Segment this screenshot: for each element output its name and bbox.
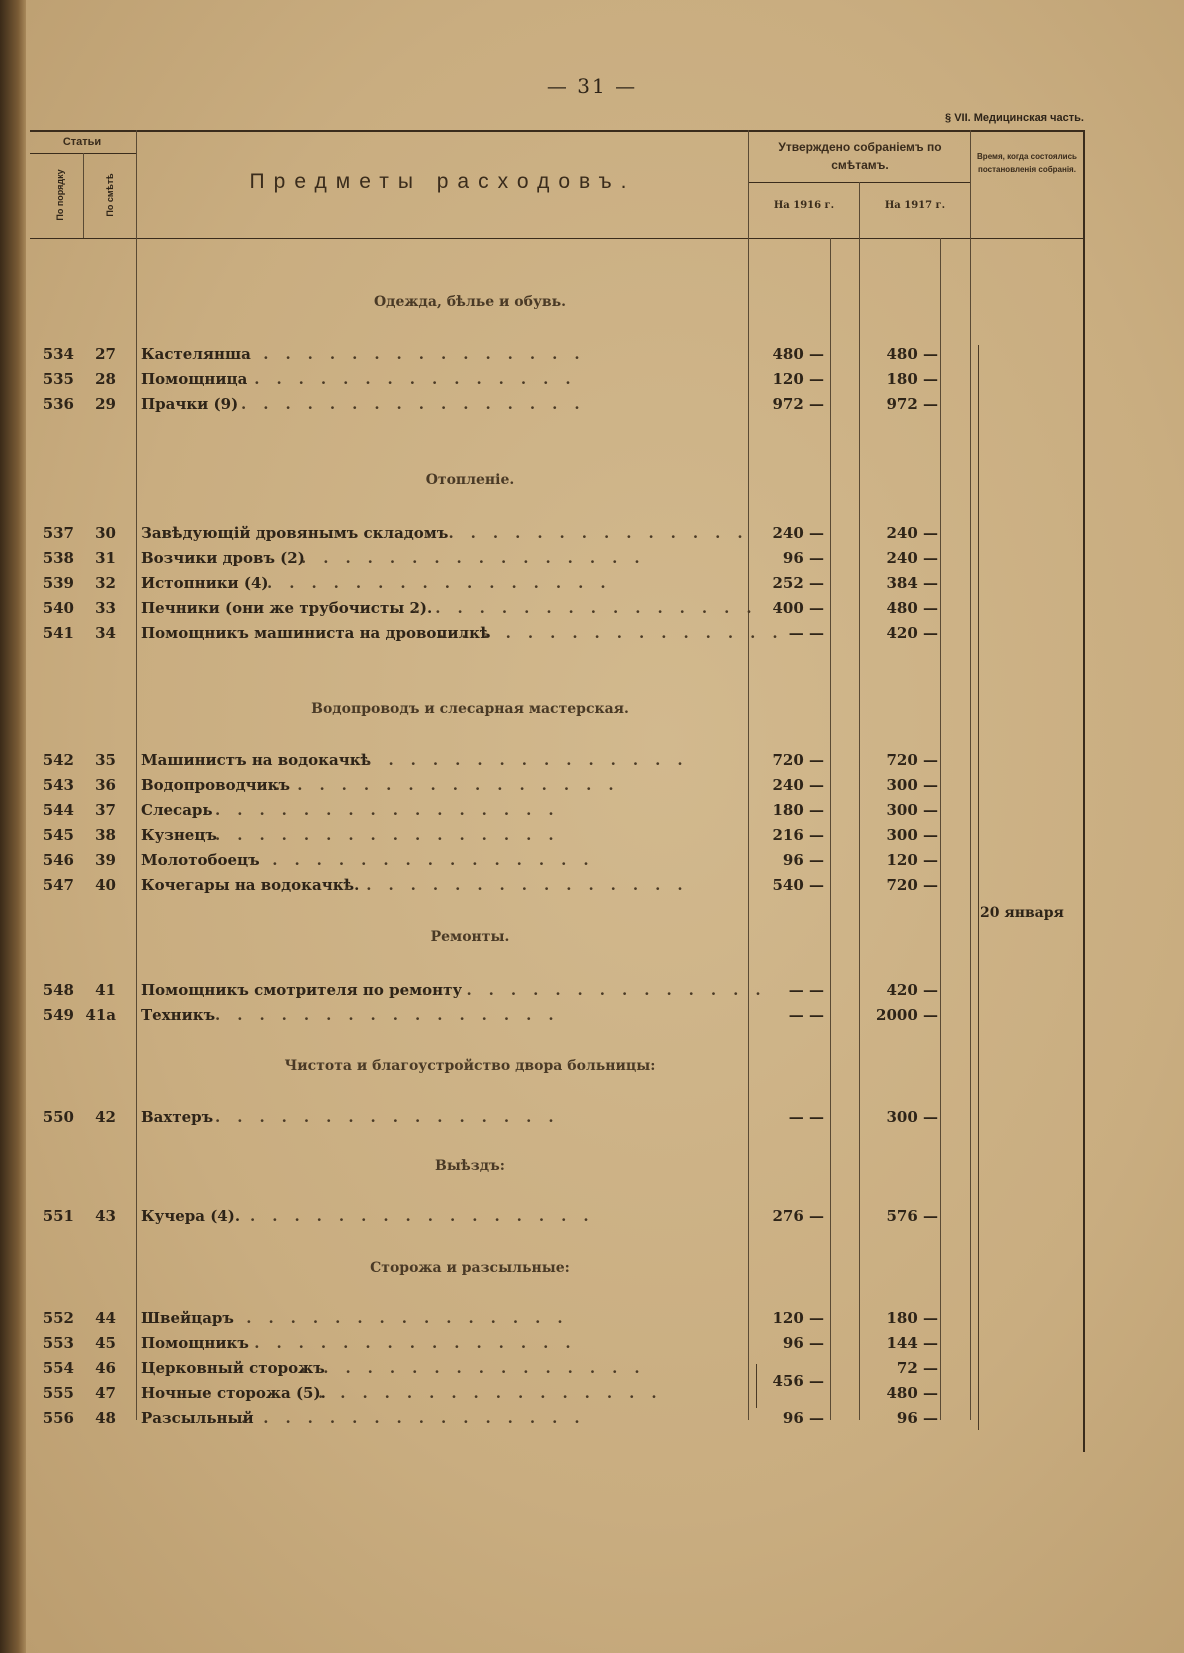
leader-dots: ................ xyxy=(215,801,571,819)
header-by-estimate: По смѣтѣ xyxy=(105,173,115,217)
leader-dots: ................ xyxy=(241,1409,597,1427)
expense-item: Техникъ xyxy=(141,1006,216,1024)
table-row xyxy=(0,876,1100,898)
expense-item: Прачки (9) xyxy=(141,395,239,413)
amount-1916: 96 — xyxy=(782,549,824,567)
row-number: 548 xyxy=(42,981,74,999)
table-row xyxy=(0,1006,1100,1028)
expense-item: Водопроводчикъ xyxy=(141,776,291,794)
section-title: § VII. Медицинская часть. xyxy=(945,112,1084,124)
leader-dots: ................ xyxy=(301,549,657,567)
estimate-number: 41а xyxy=(85,1006,116,1024)
estimate-number: 32 xyxy=(95,574,116,592)
estimate-number: 29 xyxy=(95,395,116,413)
leader-dots: ................ xyxy=(224,1309,580,1327)
estimate-number: 45 xyxy=(95,1334,116,1352)
estimate-number: 39 xyxy=(95,851,116,869)
row-number: 534 xyxy=(42,345,74,363)
table-row xyxy=(0,345,1100,367)
amount-1916: 252 — xyxy=(772,574,824,592)
group-heading: Водопроводъ и слесарная мастерская. xyxy=(311,701,629,717)
amount-1916: 540 — xyxy=(772,876,824,894)
row-number: 542 xyxy=(42,751,74,769)
table-row xyxy=(0,370,1100,392)
expense-item: Помощникъ машиниста на дровопилкѣ xyxy=(141,624,491,642)
estimate-number: 35 xyxy=(95,751,116,769)
estimate-number: 38 xyxy=(95,826,116,844)
estimate-number: 33 xyxy=(95,599,116,617)
table-row xyxy=(0,826,1100,848)
expense-item: Швейцаръ xyxy=(141,1309,234,1327)
table-row xyxy=(0,1309,1100,1331)
amount-1916: 96 — xyxy=(782,851,824,869)
amount-1916: 96 — xyxy=(782,1409,824,1427)
group-heading: Выѣздъ: xyxy=(435,1158,505,1174)
estimate-number: 28 xyxy=(95,370,116,388)
row-number: 554 xyxy=(42,1359,74,1377)
leader-dots: ................ xyxy=(232,370,588,388)
leader-dots: ................ xyxy=(318,1384,674,1402)
estimate-number: 47 xyxy=(95,1384,116,1402)
amount-1916: — — xyxy=(788,1108,824,1126)
expense-item: Кучера (4). xyxy=(141,1207,241,1225)
expense-item: Молотобоецъ xyxy=(141,851,260,869)
expense-item: Помощникъ смотрителя по ремонту xyxy=(141,981,463,999)
amount-1917: 240 — xyxy=(886,549,938,567)
header-bottom-rule xyxy=(30,238,1085,239)
estimate-number: 27 xyxy=(95,345,116,363)
row-number: 535 xyxy=(42,370,74,388)
expense-item: Истопники (4) xyxy=(141,574,269,592)
amount-1916: 720 — xyxy=(772,751,824,769)
amount-1917: 240 — xyxy=(886,524,938,542)
table-row xyxy=(0,524,1100,546)
leader-dots: ................ xyxy=(439,624,795,642)
expense-item: Разсыльный xyxy=(141,1409,254,1427)
amount-1917: 384 — xyxy=(886,574,938,592)
row-number: 536 xyxy=(42,395,74,413)
amount-1916: 276 — xyxy=(772,1207,824,1225)
amount-1916: 216 — xyxy=(772,826,824,844)
expense-item: Кузнецъ xyxy=(141,826,217,844)
row-number: 551 xyxy=(42,1207,74,1225)
group-heading: Чистота и благоустройство двора больницы: xyxy=(284,1058,656,1074)
table-row xyxy=(0,851,1100,873)
leader-dots: ................ xyxy=(301,1359,657,1377)
estimate-number: 46 xyxy=(95,1359,116,1377)
amount-1917: 300 — xyxy=(886,1108,938,1126)
expense-item: Помощникъ xyxy=(141,1334,249,1352)
combined-value-brace xyxy=(756,1364,757,1408)
amount-1917: 180 — xyxy=(886,1309,938,1327)
amount-1917: 480 — xyxy=(886,1384,938,1402)
estimate-number: 31 xyxy=(95,549,116,567)
amount-1917: 420 — xyxy=(886,981,938,999)
amount-1917: 120 — xyxy=(886,851,938,869)
amount-1917: 300 — xyxy=(886,776,938,794)
estimate-number: 37 xyxy=(95,801,116,819)
estimate-number: 41 xyxy=(95,981,116,999)
estimate-number: 48 xyxy=(95,1409,116,1427)
table-row xyxy=(0,549,1100,571)
table-row xyxy=(0,1359,1100,1381)
row-number: 549 xyxy=(42,1006,74,1024)
leader-dots: ................ xyxy=(344,751,700,769)
amount-1917: 300 — xyxy=(886,801,938,819)
leader-dots: ................ xyxy=(241,345,597,363)
row-number: 541 xyxy=(42,624,74,642)
row-number: 537 xyxy=(42,524,74,542)
group-heading: Сторожа и разсыльные: xyxy=(370,1260,570,1276)
header-year-1917: На 1917 г. xyxy=(884,200,946,211)
amount-1916: 480 — xyxy=(772,345,824,363)
row-number: 552 xyxy=(42,1309,74,1327)
amount-1916: 400 — xyxy=(772,599,824,617)
leader-dots: ................ xyxy=(267,574,623,592)
group-heading: Ремонты. xyxy=(430,929,510,945)
estimate-number: 42 xyxy=(95,1108,116,1126)
estimate-number: 30 xyxy=(95,524,116,542)
amount-1917: 972 — xyxy=(886,395,938,413)
amount-1917: 480 — xyxy=(886,345,938,363)
header-time-column: Время, когда состоялись постановленія собранія. xyxy=(977,152,1077,174)
leader-dots: ................ xyxy=(215,1006,571,1024)
row-number: 550 xyxy=(42,1108,74,1126)
table-row xyxy=(0,624,1100,646)
row-number: 539 xyxy=(42,574,74,592)
leader-dots: ................ xyxy=(241,395,597,413)
amount-1916: 972 — xyxy=(772,395,824,413)
time-column-brace xyxy=(978,345,979,1430)
leader-dots: ................ xyxy=(404,524,760,542)
expense-item: Возчики дровъ (2) xyxy=(141,549,305,567)
amount-1916: 240 — xyxy=(772,524,824,542)
expense-item: Машинистъ на водокачкѣ xyxy=(141,751,372,769)
table-row xyxy=(0,751,1100,773)
amount-1917: 144 — xyxy=(886,1334,938,1352)
page-number: — 31 — xyxy=(546,74,638,98)
amount-1916: — — xyxy=(788,1006,824,1024)
expense-item: Кастелянша xyxy=(141,345,251,363)
row-number: 544 xyxy=(42,801,74,819)
group-heading: Одежда, бѣлье и обувь. xyxy=(373,294,567,310)
estimate-number: 34 xyxy=(95,624,116,642)
estimate-number: 40 xyxy=(95,876,116,894)
leader-dots: ................ xyxy=(275,776,631,794)
row-number: 555 xyxy=(42,1384,74,1402)
row-number: 545 xyxy=(42,826,74,844)
table-row xyxy=(0,395,1100,417)
row-number: 556 xyxy=(42,1409,74,1427)
resolution-date: 20 января xyxy=(980,905,1064,921)
table-row xyxy=(0,776,1100,798)
row-number: 546 xyxy=(42,851,74,869)
amount-1916: — — xyxy=(788,624,824,642)
expense-item: Завѣдующій дровянымъ складомъ xyxy=(141,524,449,542)
row-number: 540 xyxy=(42,599,74,617)
estimate-number: 44 xyxy=(95,1309,116,1327)
amount-1916: 456 — xyxy=(772,1372,824,1390)
leader-dots: ................ xyxy=(422,981,778,999)
amount-1917: 180 — xyxy=(886,370,938,388)
amount-1916: 120 — xyxy=(772,370,824,388)
expense-item: Кочегары на водокачкѣ. xyxy=(141,876,360,894)
amount-1916: 96 — xyxy=(782,1334,824,1352)
amount-1916: 180 — xyxy=(772,801,824,819)
amount-1916: — — xyxy=(788,981,824,999)
amount-1917: 420 — xyxy=(886,624,938,642)
header-articles: Статьи xyxy=(62,136,102,148)
header-year-1916: На 1916 г. xyxy=(773,200,835,211)
leader-dots: ................ xyxy=(413,599,769,617)
expense-item: Слесарь xyxy=(141,801,213,819)
header-by-order: По порядку xyxy=(55,169,65,221)
table-row xyxy=(0,1108,1100,1130)
estimate-number: 36 xyxy=(95,776,116,794)
table-top-rule xyxy=(30,130,1085,132)
row-number: 543 xyxy=(42,776,74,794)
amount-1917: 576 — xyxy=(886,1207,938,1225)
amount-1917: 720 — xyxy=(886,751,938,769)
table-row xyxy=(0,574,1100,596)
leader-dots: ................ xyxy=(215,1108,571,1126)
expense-item: Печники (они же трубочисты 2). xyxy=(141,599,433,617)
amount-1917: 96 — xyxy=(896,1409,938,1427)
table-row xyxy=(0,801,1100,823)
row-number: 553 xyxy=(42,1334,74,1352)
table-row xyxy=(0,981,1100,1003)
amount-1917: 72 — xyxy=(896,1359,938,1377)
amount-1917: 720 — xyxy=(886,876,938,894)
table-row xyxy=(0,1372,1100,1406)
col-divider-num xyxy=(83,153,84,238)
amount-1916: 120 — xyxy=(772,1309,824,1327)
header-approved: Утверждено собраніемъ по смѣтамъ. xyxy=(778,140,942,172)
leader-dots: ................ xyxy=(250,851,606,869)
expense-item: Ночные сторожа (5). xyxy=(141,1384,326,1402)
row-number: 538 xyxy=(42,549,74,567)
table-row xyxy=(0,1409,1100,1431)
expense-item: Церковный сторожъ xyxy=(141,1359,325,1377)
header-subjects: Предметы расходовъ. xyxy=(249,170,636,193)
group-heading: Отопленіе. xyxy=(425,472,515,488)
table-row xyxy=(0,599,1100,621)
table-row xyxy=(0,1207,1100,1229)
estimate-number: 43 xyxy=(95,1207,116,1225)
amount-1917: 300 — xyxy=(886,826,938,844)
amount-1916: 240 — xyxy=(772,776,824,794)
leader-dots: ................ xyxy=(215,826,571,844)
leader-dots: ................ xyxy=(344,876,700,894)
leader-dots: ................ xyxy=(250,1207,606,1225)
expense-item: Вахтеръ xyxy=(141,1108,214,1126)
table-row xyxy=(0,1334,1100,1356)
row-number: 547 xyxy=(42,876,74,894)
leader-dots: ................ xyxy=(232,1334,588,1352)
amount-1917: 2000 — xyxy=(876,1006,938,1024)
expense-item: Помощница xyxy=(141,370,248,388)
amount-1917: 480 — xyxy=(886,599,938,617)
